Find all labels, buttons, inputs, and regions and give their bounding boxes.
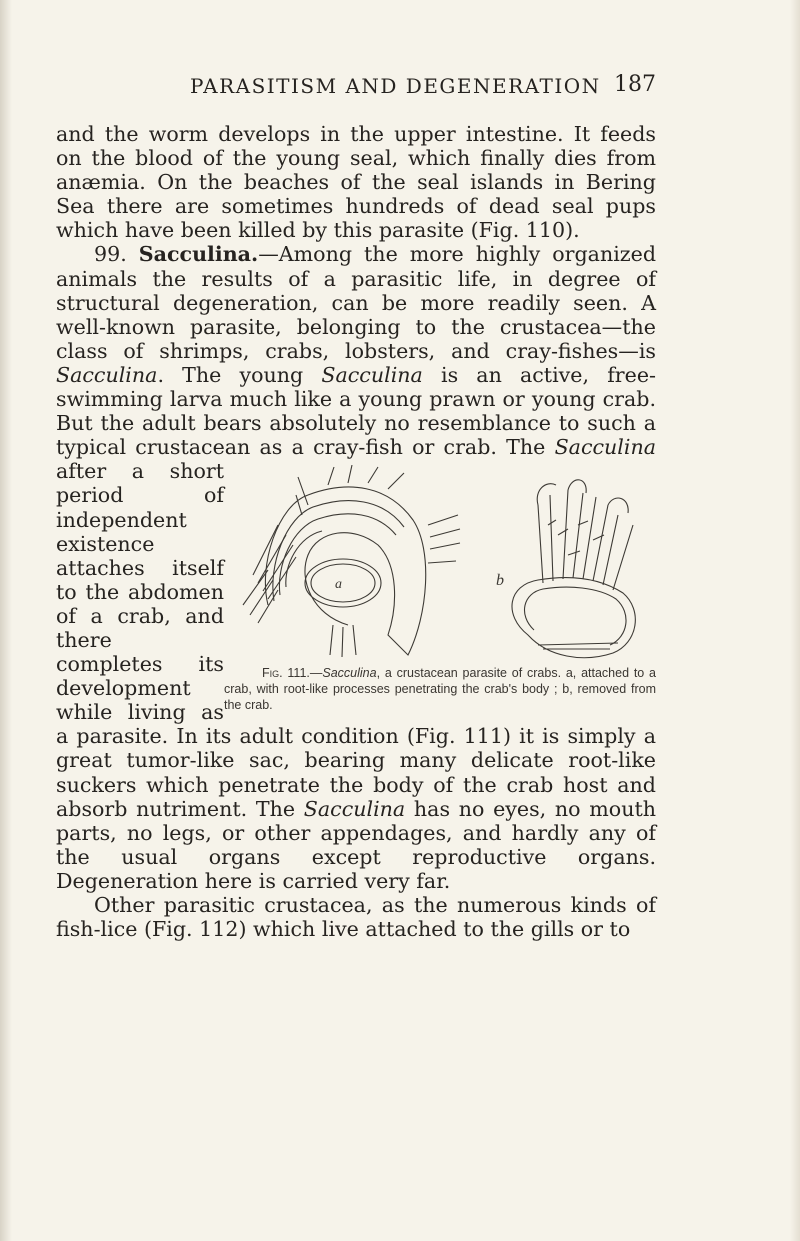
section-number: 99. (94, 242, 127, 267)
term-sacculina: Sacculina (56, 362, 158, 387)
caption-name: Sacculina (322, 666, 377, 681)
figure-caption: Fig. 111.—Sacculina, a crustacean parasite of crabs. a, attached to a crab, with root-like processes penetrating the crab's body ; b, removed from the crab. (224, 666, 656, 713)
figure-label-b: b (496, 572, 504, 590)
figure-111 (224, 465, 656, 720)
term-sacculina: Sacculina (321, 362, 423, 387)
paragraph-1: and the worm develops in the upper intestine. It feeds on the blood of the young seal, which finally dies from anæmia. On the beaches of the seal islands in Bering Sea there are sometimes hundreds of dead seal pups which have been killed by this parasite (Fig. 110). (56, 122, 656, 243)
paragraph-2-part-a: —Among the more highly organized animals the results of a parasitic life, in degree of structural degeneration, can be more readily seen. A well-known parasite, belonging to the crustacea—the class of shrimps, crabs, lobsters, and cray-fishes—is (56, 242, 657, 363)
running-head: PARASITISM AND DEGENERATION (190, 74, 601, 98)
paragraph-3: Other parasitic crustacea, as the numerous kinds of fish-lice (Fig. 112) which live attached to the gills or to (56, 893, 656, 942)
page-edge-left (0, 0, 12, 1241)
paragraph-2-part-c: is an active, free-swimming larva much like a young prawn or young crab. But the adult bears absolutely no resemblance to such a typical crustacean as a cray-fish or crab. The (56, 362, 656, 460)
term-sacculina: Sacculina (303, 796, 406, 821)
paragraph-2-part-d: after a short period of independent existence attaches itself to the abdomen of a crab, and there completes its development while living as a parasite. In its adult condition (Fig. 111) it is simply a great tumor-like sac, bearing many delicate root-like suckers which penetrate the body of the crab host and absorb nutriment. The (56, 459, 656, 821)
paragraph-2 (56, 242, 656, 893)
paragraph-2-part-b: . The young (157, 362, 304, 387)
page-number: 187 (614, 72, 656, 97)
section-heading: Sacculina. (138, 242, 259, 267)
term-sacculina: Sacculina (554, 435, 656, 460)
sacculina-illustration (238, 465, 648, 665)
caption-label: Fig. 111. (262, 666, 310, 681)
paragraph-2-part-e: has no eyes, no mouth parts, no legs, or other appendages, and hardly any of the usual organs except reproductive organs. Degeneration here is carried very far. (56, 796, 656, 893)
page-edge-right (790, 0, 800, 1241)
body-text (56, 122, 656, 941)
figure-label-a: a (335, 577, 342, 593)
caption-text: , a crustacean parasite of crabs. a, attached to a crab, with root-like processes penetrating the crab's body ; b, removed from the crab. (224, 666, 656, 713)
